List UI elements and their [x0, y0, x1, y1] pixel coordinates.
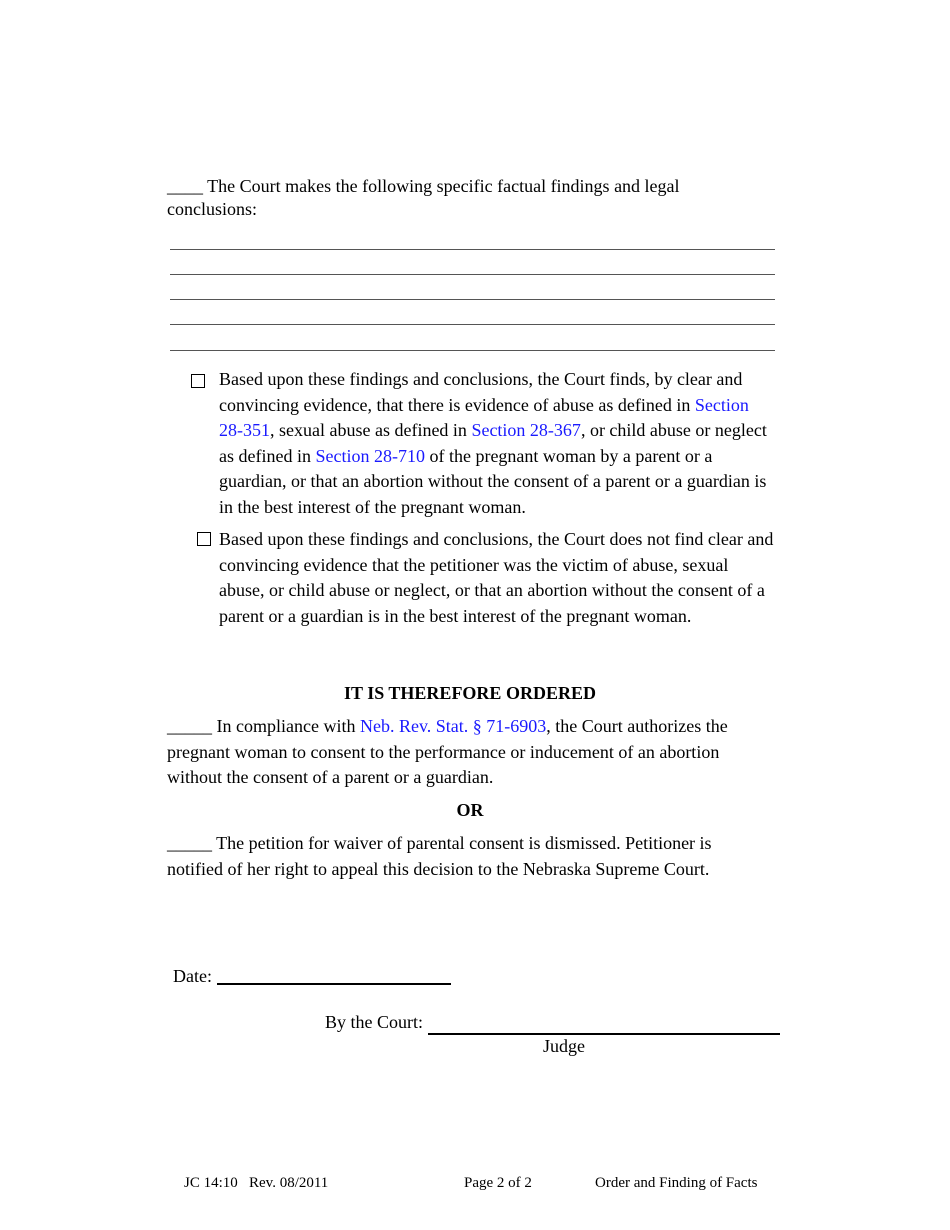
- statute-71-6903-link[interactable]: Neb. Rev. Stat. § 71-6903: [359, 716, 547, 736]
- dismiss-paragraph: [167, 831, 767, 882]
- order-heading: IT IS THEREFORE ORDERED: [344, 683, 596, 703]
- findings-line-4[interactable]: [170, 324, 775, 325]
- findings-blank[interactable]: ____: [167, 176, 203, 196]
- option1-part2: , sexual abuse as defined in: [270, 420, 472, 440]
- or-label: OR: [456, 800, 484, 820]
- section-28-351-link[interactable]: Section 28-351: [219, 394, 749, 440]
- findings-text: The Court makes the following specific factual findings and legal conclusions:: [167, 176, 680, 219]
- footer-form-id: JC 14:10 Rev. 08/2011: [184, 1175, 329, 1191]
- option2-checkbox[interactable]: [197, 532, 211, 546]
- option2-text: Based upon these findings and conclusions, the Court does not find clear and convincing evidence that the petitioner was the victim of abuse, sexual abuse, or child abuse or neglect, or that an abortion without the consent of a parent or a guardian is in the best interest of the pregnant woman.: [219, 529, 774, 626]
- by-the-court-label: By the Court:: [325, 1012, 423, 1032]
- order-paragraph: [167, 714, 767, 791]
- findings-line-1[interactable]: [170, 249, 775, 250]
- footer-page-number: Page 2 of 2: [464, 1175, 532, 1191]
- findings-line-5[interactable]: [170, 350, 775, 351]
- findings-line-2[interactable]: [170, 274, 775, 275]
- findings-line-3[interactable]: [170, 299, 775, 300]
- dismiss-text: The petition for waiver of parental consent is dismissed. Petitioner is notified of her right to appeal this decision to the Nebraska Supreme Court.: [167, 833, 712, 879]
- option1-text: [219, 367, 774, 520]
- date-line[interactable]: [217, 983, 451, 985]
- option1-part4: of the pregnant woman by a parent or a guardian, or that an abortion without the consent of a parent or a guardian is in the best interest of the pregnant woman.: [219, 445, 767, 517]
- option1-part1: Based upon these findings and conclusions, the Court finds, by clear and convincing evidence, that there is evidence of abuse as defined in: [219, 369, 743, 415]
- section-28-367-link[interactable]: Section 28-367: [471, 420, 581, 440]
- judge-label: Judge: [543, 1036, 585, 1056]
- order-part1: In compliance with: [212, 716, 360, 736]
- judge-signature-line[interactable]: [428, 1033, 780, 1035]
- footer-title: Order and Finding of Facts: [595, 1175, 758, 1191]
- option1-part3: , or child abuse or neglect as defined in: [219, 420, 767, 466]
- dismiss-blank[interactable]: _____: [167, 833, 212, 853]
- findings-intro: [167, 175, 727, 221]
- date-label: Date:: [173, 966, 212, 986]
- section-28-710-link[interactable]: Section 28-710: [315, 445, 425, 466]
- option1-checkbox[interactable]: [191, 374, 205, 388]
- order-part2: , the Court authorizes the pregnant woman to consent to the performance or inducement of an abortion without the consent of a parent or a guardian.: [167, 716, 728, 787]
- order-blank[interactable]: _____: [167, 716, 212, 736]
